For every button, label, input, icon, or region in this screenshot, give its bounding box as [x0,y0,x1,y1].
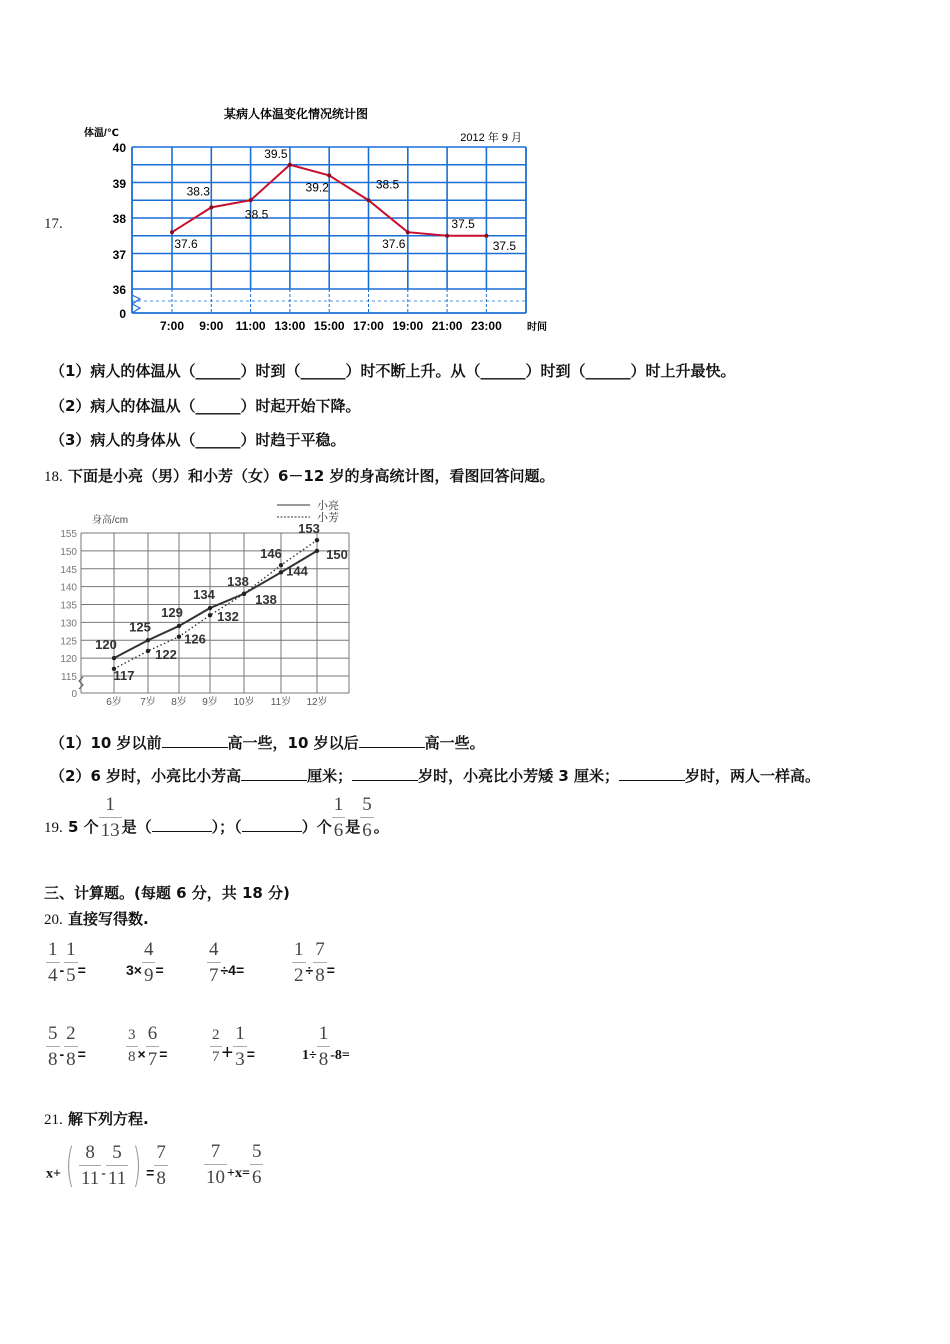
svg-text:117: 117 [113,667,135,683]
chart-title: 某病人体温变化情况统计图 [223,107,369,121]
answer-blank[interactable] [241,766,307,781]
svg-text:小芳: 小芳 [317,512,339,524]
expr: 3× $\frac{4}{9}$ = [126,939,164,986]
q21-prompt: 21. 解下列方程. [44,1110,149,1128]
y-axis-label: 体温/℃ [84,128,119,139]
svg-text:19:00: 19:00 [392,319,424,333]
svg-text:150: 150 [60,546,77,558]
svg-text:7:00: 7:00 [159,319,185,333]
svg-text:37.5: 37.5 [492,238,517,253]
section-title: 三、计算题。(每题 6 分，共 18 分) [44,884,290,902]
svg-text:126: 126 [184,631,206,647]
grid [60,529,349,708]
svg-text:39.2: 39.2 [305,180,329,195]
svg-text:15:00: 15:00 [313,319,345,333]
svg-text:138: 138 [227,573,249,589]
svg-text:135: 135 [60,600,77,612]
chart-subtitle: 2012 年 9 月 [460,132,522,144]
svg-text:145: 145 [60,564,77,576]
svg-text:38.3: 38.3 [186,184,210,199]
svg-text:129: 129 [161,604,183,620]
q17-sub3: （3）病人的身体从（______）时趋于平稳。 [50,431,346,449]
q17-sub2: （2）病人的体温从（______）时起开始下降。 [50,397,361,415]
svg-text:7岁: 7岁 [140,697,156,708]
svg-text:37.6: 37.6 [174,237,198,252]
svg-text:153: 153 [298,521,320,537]
svg-text:13:00: 13:00 [274,319,306,333]
svg-text:140: 140 [60,582,77,594]
svg-text:39: 39 [112,177,126,191]
equation-2: $\frac{7}{10}$ +x= $\frac{5}{6}$ [206,1141,262,1188]
svg-text:120: 120 [60,654,77,666]
svg-text:小亮: 小亮 [317,500,339,512]
height-chart [40,490,370,710]
svg-text:120: 120 [95,637,117,653]
equation-1: x+( $\frac{8}{11}$ - $\frac{5}{11}$ ) = $\frac{7}{8}$ [46,1138,166,1192]
svg-text:130: 130 [60,618,77,630]
svg-text:115: 115 [61,672,77,683]
svg-text:21:00: 21:00 [431,319,463,333]
svg-text:146: 146 [260,546,282,562]
x-axis-label: 时间 [527,322,547,333]
expr: $\frac{4}{7}$ ÷4= [209,939,245,986]
temperature-chart [80,100,550,340]
svg-text:144: 144 [286,563,308,579]
answer-blank[interactable] [242,817,302,832]
legend [277,498,339,524]
svg-text:38.5: 38.5 [375,177,400,192]
svg-text:134: 134 [193,587,215,603]
q18-sub2: （2）6 岁时，小亮比小芳高 厘米； 岁时，小亮比小芳矮 3 厘米； 岁时，两人一样高。 [50,767,821,785]
svg-text:125: 125 [129,619,151,635]
answer-blank[interactable] [359,733,425,748]
svg-text:40: 40 [112,141,126,155]
svg-text:11岁: 11岁 [270,697,292,708]
expr: 1÷ $\frac{1}{8}$ -8= [302,1023,350,1070]
q20-prompt: 20. 直接写得数. [44,910,149,928]
q18-sub1: （1）10 岁以前 高一些，10 岁以后 高一些。 [50,734,485,752]
svg-text:23:00: 23:00 [471,319,502,333]
y-axis-label: 身高/cm [92,515,129,526]
svg-text:0: 0 [119,307,126,321]
svg-text:0: 0 [71,689,77,700]
q19: 19. 5 个 $\frac{1}{13}$ 是（ ）；（ ）个 $\frac{1}{6}$ 是 $\frac{5}{6}$ 。 [44,794,389,841]
svg-text:11:00: 11:00 [235,319,266,333]
expr: $\frac{1}{2}$ ÷ $\frac{7}{8}$ = [294,939,335,986]
svg-text:37: 37 [112,248,126,262]
q18-prompt: 18. 下面是小亮（男）和小芳（女）6－12 岁的身高统计图，看图回答问题。 [44,467,555,485]
svg-text:38.5: 38.5 [244,207,269,222]
expr: $\frac{3}{8}$ × $\frac{6}{7}$ = [128,1023,168,1070]
svg-text:38: 38 [112,212,126,226]
fraction: $\frac{1}{6}$ [333,794,344,841]
svg-text:37.6: 37.6 [382,237,406,252]
svg-text:9岁: 9岁 [202,697,218,708]
svg-text:12岁: 12岁 [306,697,328,708]
svg-text:6岁: 6岁 [106,697,122,708]
answer-blank[interactable] [162,733,228,748]
svg-text:132: 132 [217,609,239,625]
svg-text:155: 155 [60,529,77,540]
svg-text:9:00: 9:00 [199,319,224,333]
expr: $\frac{1}{4}$ - $\frac{1}{5}$ = [48,939,86,986]
svg-text:36: 36 [112,283,126,297]
fraction: $\frac{1}{13}$ [100,794,120,841]
svg-text:39.5: 39.5 [264,146,288,161]
answer-blank[interactable] [352,766,418,781]
svg-text:10岁: 10岁 [233,697,255,708]
answer-blank[interactable] [619,766,685,781]
svg-text:17:00: 17:00 [353,319,384,333]
svg-text:150: 150 [326,546,348,562]
expr: $\frac{5}{8}$ - $\frac{2}{8}$ = [48,1023,86,1070]
svg-text:37.5: 37.5 [451,216,475,231]
svg-text:138: 138 [255,591,277,607]
answer-blank[interactable] [152,817,212,832]
q17-sub1: （1）病人的体温从（______）时到（______）时不断上升。从（______）时到（______）时上升最快。 [50,362,736,380]
svg-text:125: 125 [60,636,77,648]
svg-text:8岁: 8岁 [171,697,187,708]
svg-text:122: 122 [155,646,177,662]
fraction: $\frac{5}{6}$ [362,794,372,841]
expr: $\frac{2}{7}$ + $\frac{1}{3}$ = [212,1023,255,1070]
question-number: 17. [44,216,63,232]
